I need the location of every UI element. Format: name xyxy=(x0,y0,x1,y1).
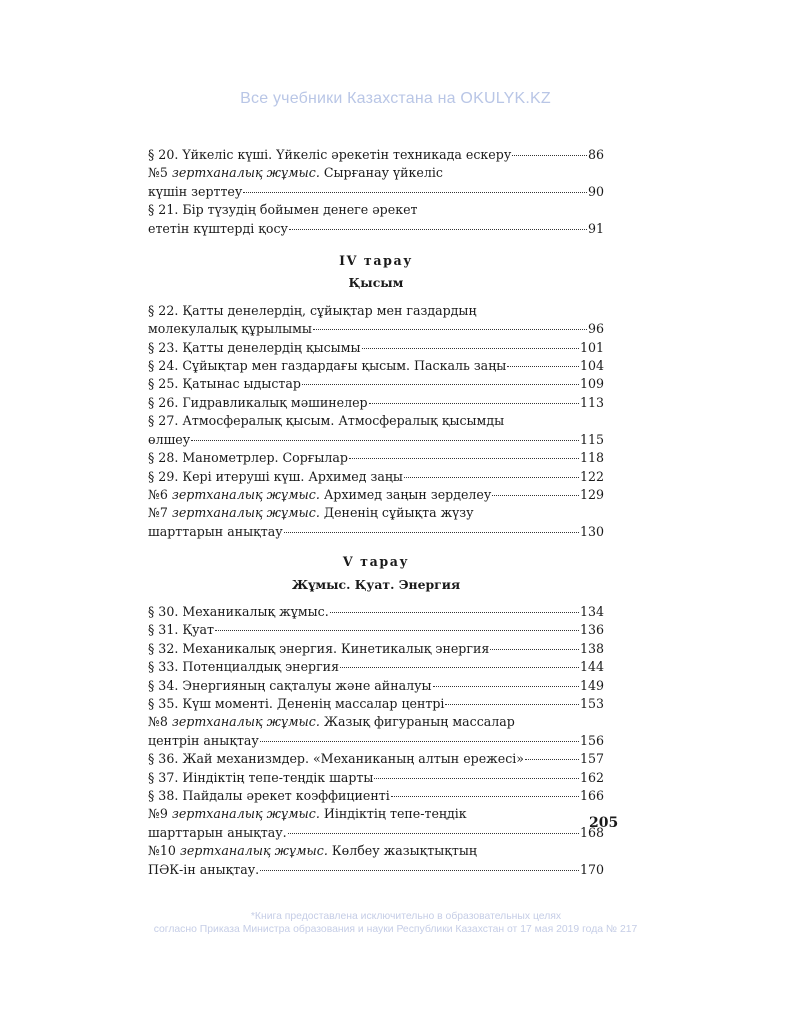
leader-dots xyxy=(260,741,579,742)
lab-number: №6 xyxy=(148,486,168,502)
page-ref: 149 xyxy=(579,677,604,693)
entry-title-line1: Жазық фигураның массалар xyxy=(323,714,515,730)
table-of-contents xyxy=(148,146,604,879)
toc-entry[interactable] xyxy=(148,468,604,486)
leader-dots xyxy=(349,458,579,459)
entry-title-rest: Архимед заңын зерделеу xyxy=(323,486,492,502)
entry-title: күшін зерттеу xyxy=(148,183,243,199)
entry-title xyxy=(148,486,491,504)
toc-entry[interactable] xyxy=(148,640,604,658)
leader-dots xyxy=(433,686,579,687)
leader-dots xyxy=(289,229,587,230)
entry-title-line1: Дененің сұйықта жүзу xyxy=(323,505,474,521)
toc-entry[interactable] xyxy=(148,394,604,412)
lab-number: №10 xyxy=(148,843,176,859)
page-ref: 101 xyxy=(579,339,604,355)
footer-note-line1: *Книга предоставлена исключительно в образовательных целях xyxy=(250,911,562,922)
page-ref: 91 xyxy=(587,220,604,236)
toc-entry[interactable] xyxy=(148,164,604,201)
leader-dots xyxy=(492,495,579,496)
page-ref: 144 xyxy=(579,659,604,675)
lab-label: зертханалық жұмыс. xyxy=(171,165,320,181)
toc-entry[interactable] xyxy=(148,357,604,375)
toc-entry[interactable] xyxy=(148,621,604,639)
chapter-title: Жұмыс. Қуат. Энергия xyxy=(291,576,461,592)
leader-dots xyxy=(445,704,578,705)
page-ref: 136 xyxy=(579,622,604,638)
lab-label: зертханалық жұмыс. xyxy=(171,714,320,730)
leader-dots xyxy=(284,532,579,533)
entry-title: § 26. Гидравликалық мәшинелер xyxy=(148,394,368,410)
entry-title: § 32. Механикалық энергия. Кинетикалық энергия xyxy=(148,640,490,656)
toc-entry[interactable] xyxy=(148,201,604,238)
page-ref: 168 xyxy=(579,824,604,840)
leader-dots xyxy=(369,403,579,404)
leader-dots xyxy=(330,612,579,613)
page-ref: 104 xyxy=(579,358,604,374)
lab-number: №5 xyxy=(148,165,168,181)
entry-title: § 20. Үйкеліс күші. Үйкеліс әрекетін техникада ескеру xyxy=(148,147,512,162)
toc-entry[interactable] xyxy=(148,787,604,805)
page-ref: 129 xyxy=(579,486,604,502)
leader-dots xyxy=(302,384,579,385)
entry-title: § 24. Сұйықтар мен газдардағы қысым. Паскаль заңы xyxy=(148,358,507,374)
toc-entry[interactable] xyxy=(148,677,604,695)
toc-entry[interactable] xyxy=(148,302,604,339)
leader-dots xyxy=(260,870,579,871)
lab-label: зертханалық жұмыс. xyxy=(171,806,320,822)
page-ref: 109 xyxy=(579,376,604,392)
leader-dots xyxy=(391,796,579,797)
entry-title: өлшеу xyxy=(148,431,191,447)
entry-title: § 25. Қатынас ыдыстар xyxy=(148,376,301,392)
toc-entry[interactable] xyxy=(148,750,604,768)
page-ref: 86 xyxy=(587,147,604,162)
chapter-heading: IV тарау xyxy=(339,253,413,269)
leader-dots xyxy=(512,155,587,156)
page-ref: 166 xyxy=(579,788,604,803)
lab-number: №9 xyxy=(148,806,168,822)
entry-title-line1: Көлбеу жазықтықтың xyxy=(331,843,477,859)
leader-dots xyxy=(215,630,579,631)
entry-title-line1: § 21. Бір түзудің бойымен денеге әрекет xyxy=(148,202,418,218)
page-number: 205 xyxy=(589,815,619,831)
entry-title: § 37. Иіндіктің тепе-теңдік шарты xyxy=(148,769,374,785)
entry-title: § 38. Пайдалы әрекет коэффициенті xyxy=(148,788,390,803)
page-ref: 122 xyxy=(579,468,604,484)
entry-title-line1: Сырғанау үйкеліс xyxy=(323,165,443,181)
page-ref: 118 xyxy=(579,450,604,466)
entry-title: шарттарын анықтау. xyxy=(148,824,287,840)
entry-title: § 31. Қуат xyxy=(148,622,214,638)
lab-label: зертханалық жұмыс. xyxy=(179,843,328,859)
footer-note-line2: согласно Приказа Министра образования и науки Республики Казахстан от 17 мая 2019 года № 217 xyxy=(153,924,638,935)
toc-entry[interactable] xyxy=(148,375,604,393)
page-ref: 115 xyxy=(579,431,604,447)
leader-dots xyxy=(404,477,579,478)
entry-title: § 34. Энергияның сақталуы және айналуы xyxy=(148,677,432,693)
entry-title: § 30. Механикалық жұмыс. xyxy=(148,603,329,619)
leader-dots xyxy=(490,649,579,650)
page-ref: 156 xyxy=(579,732,604,748)
lab-label: зертханалық жұмыс. xyxy=(171,486,320,502)
leader-dots xyxy=(313,329,587,330)
entry-title-line1: § 22. Қатты денелердің, сұйықтар мен газдардың xyxy=(148,302,477,318)
entry-title: молекулалық құрылымы xyxy=(148,321,312,337)
lab-label: зертханалық жұмыс. xyxy=(171,505,320,521)
leader-dots xyxy=(507,366,579,367)
page-ref: 113 xyxy=(579,394,604,410)
entry-title: § 23. Қатты денелердің қысымы xyxy=(148,339,361,355)
entry-title: § 29. Кері итеруші күш. Архимед заңы xyxy=(148,468,403,484)
page-ref: 162 xyxy=(579,769,604,785)
toc-entry[interactable] xyxy=(148,146,604,164)
leader-dots xyxy=(191,440,579,441)
page-ref: 153 xyxy=(579,695,604,711)
entry-title: шарттарын анықтау xyxy=(148,523,283,539)
toc-entry[interactable] xyxy=(148,603,604,621)
chapter-title: Қысым xyxy=(348,275,404,291)
page-ref: 130 xyxy=(579,523,604,539)
entry-title-line1: § 27. Атмосфералық қысым. Атмосфералық қысымды xyxy=(148,413,505,429)
leader-dots xyxy=(525,759,579,760)
entry-title: ПӘК-ін анықтау. xyxy=(148,861,260,877)
leader-dots xyxy=(243,192,587,193)
chapter-heading: V тарау xyxy=(342,554,410,570)
toc-entry[interactable] xyxy=(148,805,604,842)
leader-dots xyxy=(288,833,579,834)
page-ref: 170 xyxy=(579,861,604,877)
toc-entry[interactable] xyxy=(148,412,604,449)
lab-number: №7 xyxy=(148,505,168,521)
lab-number: №8 xyxy=(148,714,168,730)
watermark-top: Все учебники Казахстана на OKULYK.KZ xyxy=(240,90,551,107)
entry-title: ететін күштерді қосу xyxy=(148,220,288,236)
entry-title: § 36. Жай механизмдер. «Механиканың алтын ережесі» xyxy=(148,751,524,767)
toc-entry[interactable] xyxy=(148,769,604,787)
entry-title-line1: Иіндіктің тепе-теңдік xyxy=(323,806,467,822)
page-ref: 96 xyxy=(587,321,604,337)
entry-title: § 28. Манометрлер. Сорғылар xyxy=(148,450,348,466)
page-ref: 157 xyxy=(579,751,604,767)
toc-entry[interactable] xyxy=(148,339,604,357)
toc-entry[interactable] xyxy=(148,842,604,879)
toc-entry[interactable] xyxy=(148,695,604,713)
toc-entry[interactable] xyxy=(148,658,604,676)
leader-dots xyxy=(362,348,579,349)
leader-dots xyxy=(374,778,579,779)
entry-title: § 35. Күш моменті. Дененің массалар центрі xyxy=(148,695,445,711)
toc-entry[interactable] xyxy=(148,486,604,504)
toc-entry[interactable] xyxy=(148,713,604,750)
toc-entry[interactable] xyxy=(148,449,604,467)
page-ref: 90 xyxy=(587,183,604,199)
leader-dots xyxy=(340,667,579,668)
entry-title: центрін анықтау xyxy=(148,732,259,748)
entry-title: § 33. Потенциалдық энергия xyxy=(148,659,340,675)
page-ref: 134 xyxy=(579,603,604,619)
page-ref: 138 xyxy=(579,640,604,656)
toc-entry[interactable] xyxy=(148,504,604,541)
